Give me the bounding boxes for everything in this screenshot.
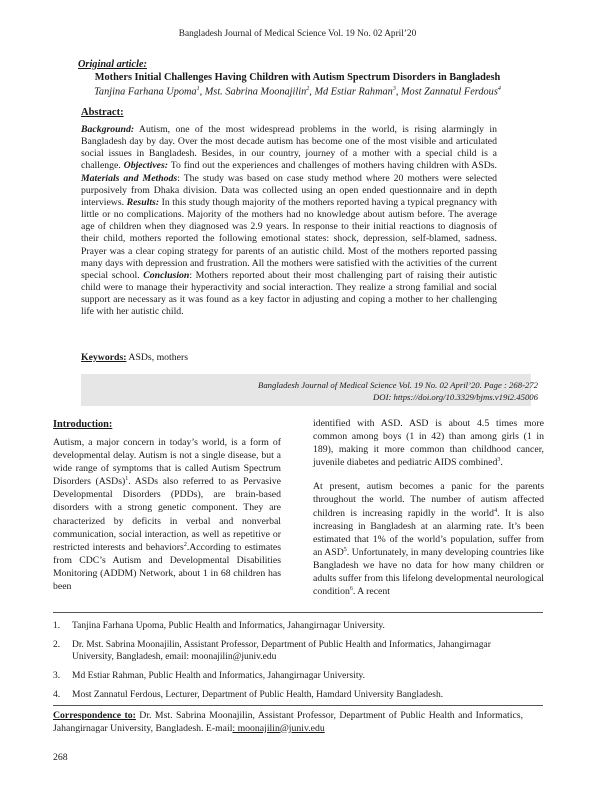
footnote-text: Most Zannatul Ferdous, Lecturer, Department of Public Health, Hamdard University Bangladesh. (72, 689, 444, 700)
body-text: . Unfortunately, in many developing countries like Bangladesh we have no data for how many children or adults suffer from this lifelong developmental neurological condition (313, 546, 544, 598)
author-separator: , (309, 86, 315, 98)
running-header: Bangladesh Journal of Medical Science Vol. 19 No. 02 April’20 (178, 29, 417, 39)
footnote-number: 3. (53, 670, 61, 681)
introduction-left-column (53, 436, 281, 593)
body-text: Autism, a major concern in today’s world, is a form of developmental delay. Autism is not a single disease, but a wide range of symptoms that is called Autism Spectrum Disorders (ASDs) (53, 437, 281, 488)
abstract-background-text: Autism, one of the most widespread problems in the world, is rising alarmingly in Bangladesh day by day. Over the most decade autism has become one of the most visible and articulated social issues in Bangladesh. Besides, in our country, journey of a mother with a special child is a challenge. (81, 124, 497, 172)
footnote-number: 4. (53, 689, 61, 700)
abstract-conclusion-text: : Mothers reported about their most challenging part of raising their autistic child were to manage their hyperactivity and social interaction. They realize a strong familial and social support are necessary as it was found as a key factor in adjusting and coping a mother to her challenging life with her autistic child. (81, 269, 497, 318)
author-name: Md Estiar Rahman (314, 86, 393, 98)
abstract-results-label: Results: (126, 196, 160, 208)
footnote-divider (53, 612, 543, 613)
author-affiliation-mark: 3 (392, 86, 396, 92)
author-list (0, 86, 595, 97)
footnote-item (53, 639, 523, 664)
affiliation-footnotes (53, 620, 523, 707)
reference-mark: 5 (343, 546, 347, 553)
author-affiliation-mark: 2 (306, 86, 310, 92)
page-number: 268 (53, 752, 68, 763)
body-text: . A recent (352, 586, 390, 598)
footnote-text: Dr. Mst. Sabrina Moonajilin, Assistant Professor, Department of Public Health and Informatics, Jahangirnagar University, Bangladesh, email: moonajilin@juniv.edu (72, 639, 491, 663)
reference-mark: 3 (497, 457, 501, 464)
abstract-conclusion-label: Conclusion (143, 269, 190, 281)
reference-mark: 2 (183, 541, 187, 548)
abstract-body (81, 124, 497, 319)
author-affiliation-mark: 1 (196, 86, 200, 92)
body-text: .According to estimates from CDC’s Autism and Developmental Disabilities Monitoring (ADDM) Network, about 1 in 68 children has been (53, 541, 281, 593)
footnote-number: 1. (53, 621, 61, 631)
introduction-paragraph (313, 480, 544, 598)
author-affiliation-mark: 4 (497, 86, 501, 92)
correspondence-label: Correspondence to: (53, 710, 136, 721)
author-name: Tanjina Farhana Upoma (94, 86, 197, 98)
abstract-objectives-text: To find out the experiences and challenges of mothers having children with ASDs. (168, 160, 497, 172)
abstract-heading: Abstract: (81, 107, 124, 118)
abstract-methods-text: : The study was based on case study method where 20 mothers were selected purposively from Dhaka division. Data was collected using an open ended questionnaire and in depth interviews. (81, 172, 497, 208)
article-type-label: Original article: (78, 59, 147, 70)
abstract-objectives-label: Objectives: (123, 160, 169, 172)
correspondence (53, 710, 523, 735)
footnote-text: Md Estiar Rahman, Public Health and Informatics, Jahangirnagar University. (72, 670, 366, 681)
abstract-background-label: Background: (81, 124, 135, 135)
citation-line: Bangladesh Journal of Medical Science Vol. 19 No. 02 April’20. Page : 268-272 (258, 380, 538, 390)
reference-mark: 4 (494, 507, 498, 514)
footnote-text: Tanjina Farhana Upoma, Public Health and Informatics, Jahangirnagar University. (72, 621, 385, 631)
author-separator: , (395, 86, 401, 98)
footnote-item (53, 620, 523, 632)
keywords (81, 352, 188, 363)
body-text: identified with ASD. ASD is about 4.5 times more common among boys (1 in 42) than among girls (1 in 189), making it more common than childhood cancer, juvenile diabetes and pediatric AIDS combined (313, 418, 544, 469)
author-name: Most Zannatul Ferdous (400, 86, 498, 98)
reference-mark: 1 (125, 476, 129, 483)
keywords-text: ASDs, mothers (126, 352, 188, 363)
introduction-paragraph (53, 436, 281, 593)
abstract-results-text: In this study though majority of the mothers reported having a typical pregnancy with little or no complications. Majority of the mothers had no knowledge about autism before. The average age of children when they diagnosed was 2.9 years. In response to their initial reactions to diagnosis of their child, mothers reported the following emotional states: shock, depression, self-blamed, sadness. Prayer was a clear coping strategy for parents of an autistic child. Most of the mothers reported passing many days with depression and frustration. All the mothers were satisfied with the activities of the current special school. (81, 196, 497, 281)
body-text: At present, autism becomes a panic for the parents throughout the world. The number of autism affected children is increasing rapidly in the world (313, 481, 544, 519)
doi-link[interactable]: DOI: https://doi.org/10.3329/bjms.v19i2.45006 (373, 392, 538, 402)
introduction-heading: Introduction: (53, 419, 113, 430)
keywords-label: Keywords: (81, 352, 127, 363)
abstract-methods-label: Materials and Methods (81, 172, 178, 184)
footnote-item (53, 670, 523, 682)
footnote-number: 2. (53, 639, 61, 650)
correspondence-text: Dr. Mst. Sabrina Moonajilin, Assistant Professor, Department of Public Health and Informatics, Jahangirnagar University, Bangladesh. E-mail (53, 710, 524, 734)
introduction-paragraph (313, 417, 544, 469)
introduction-right-column (313, 417, 544, 598)
author-separator: , (199, 86, 205, 98)
body-text: . ASDs also referred to as Pervasive Developmental Disorders (PDDs), are brain-based disorders with a strong genetic component. They are characterized by deficits in verbal and nonverbal communication, social interaction, as well as repetitive or restricted interests and behaviors (53, 476, 281, 553)
author-name: Mst. Sabrina Moonajilin (204, 86, 307, 98)
article-title: Mothers Initial Challenges Having Children with Autism Spectrum Disorders in Bangladesh (94, 72, 501, 83)
body-text: . It is also increasing in Bangladesh at an alarming rate. It’s been estimated that 1% of the world’s population, suffer from an ASD (313, 507, 545, 558)
reference-mark: 6 (349, 585, 353, 592)
correspondence-divider (53, 705, 543, 706)
correspondence-email-link[interactable]: : moonajilin@juniv.edu (232, 722, 325, 734)
body-text: . (500, 457, 503, 469)
footnote-item (53, 689, 523, 701)
